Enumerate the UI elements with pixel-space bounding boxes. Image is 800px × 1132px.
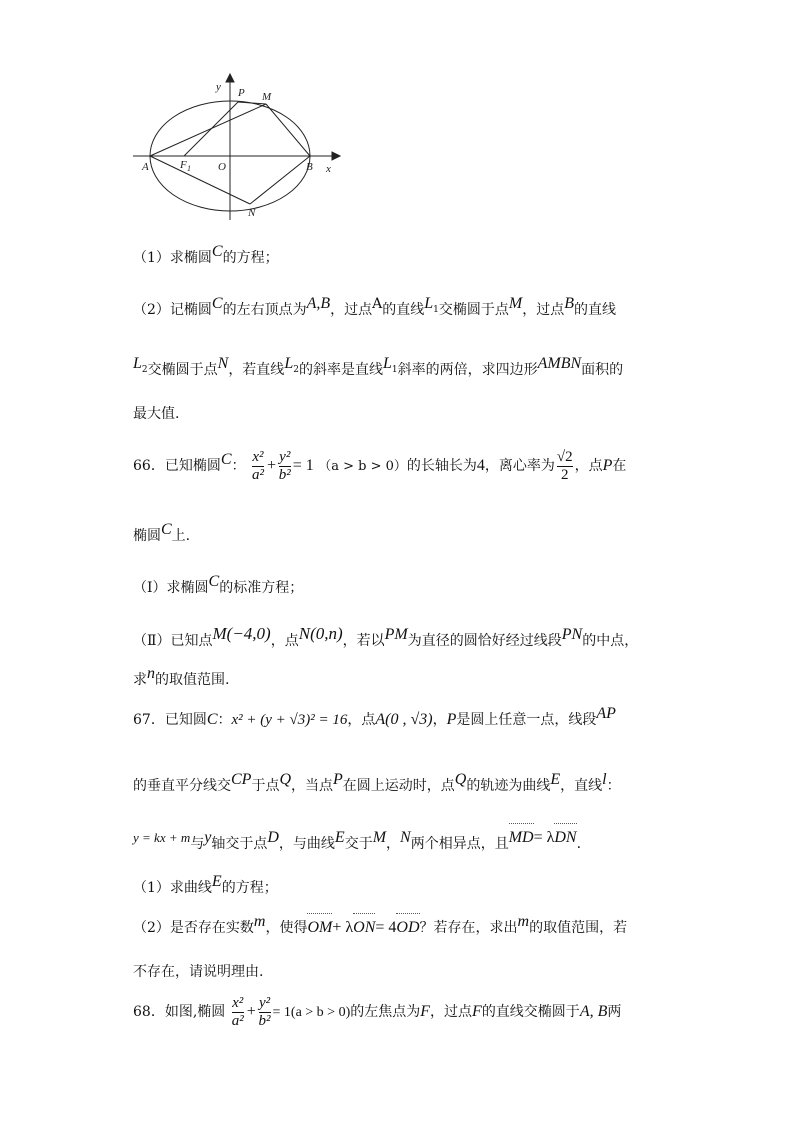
p68-statement-line-1: 68．如图,椭圆 $\frac{\text{x²}}{\text{a²}}$ + $\frac{\text{y²}}{\text{b²}}$ = 1(a > b > 0)的左焦点为F，过点F的直线交椭圆于A, B两 <box>133 994 622 1029</box>
label-f1: F <box>180 159 187 171</box>
frac-y2-b2-68: $\frac{\text{y²}}{\text{b²}}$ <box>258 994 271 1029</box>
ellipse-figure <box>128 70 348 225</box>
p67-statement-line-1: 67．已知圆C：x² + (y + √3)² = 16，点A(0 , √3)，P是圆上任意一点，线段AP <box>133 705 616 728</box>
p66-question-1: （Ⅰ）求椭圆C的标准方程； <box>133 573 304 596</box>
p66-statement-line-2: 椭圆C上. <box>133 521 191 544</box>
p65-question-1: （1）求椭圆C的方程； <box>133 243 279 266</box>
p66-question-2-line-2: 求n的取值范围. <box>133 665 230 688</box>
p67-question-2-line-2: 不存在，请说明理由. <box>133 964 264 980</box>
frac-x2-a2-68: $\frac{\text{x²}}{\text{a²}}$ <box>231 994 244 1029</box>
label-x: x <box>326 163 331 175</box>
frac-sqrt2-2: $\frac{√2}{2}$ <box>556 448 573 483</box>
label-m: M <box>262 91 272 103</box>
p67-question-1: （1）求曲线E的方程； <box>133 873 278 896</box>
p65-question-2-line-2: $L_2$交椭圆于点N，若直线$L_2$的斜率是直线$L_1$斜率的两倍，求四边形AMBN面积的 <box>133 355 624 378</box>
p67-statement-line-2: 的垂直平分线交CP于点Q，当点P在圆上运动时，点Q的轨迹为曲线E，直线l： <box>133 771 621 794</box>
frac-x2-a2: $\frac{\text{x²}}{\text{a²}}$ <box>251 448 264 483</box>
p67-question-2-line-1: （2）是否存在实数m，使得OM+ λON= 4OD？若存在，求出m的取值范围，若 <box>133 913 628 936</box>
label-y: y <box>216 81 221 93</box>
p67-statement-line-3: y = kx + m与y轴交于点D，与曲线E交于M，N两个相异点，且MD= λDN. <box>133 829 582 852</box>
p66-statement-line-1: 66．已知椭圆C： $\frac{\text{x²}}{\text{a²}}$ + $\frac{\text{y²}}{\text{b²}}$ = 1 （a > b > 0）的长轴长为4，离心率为 $\frac{√2}{2}$ ，点P在 <box>133 448 627 483</box>
label-n: N <box>248 207 256 219</box>
p65-question-2-line-1: （2）记椭圆C的左右顶点为A,B，过点A的直线$L_1$交椭圆于点M，过点B的直线 <box>133 295 617 318</box>
label-p: P <box>238 87 245 99</box>
x-axis-arrow <box>332 152 340 160</box>
line-n-b <box>250 156 310 204</box>
y-axis-arrow <box>226 74 234 82</box>
frac-y2-b2: $\frac{\text{y²}}{\text{b²}}$ <box>278 448 291 483</box>
label-o: O <box>218 161 226 173</box>
line-a-n <box>150 156 250 204</box>
label-a: A <box>142 161 149 173</box>
line-a-m <box>150 104 266 156</box>
line-m-b <box>266 104 310 156</box>
label-f1-sub: 1 <box>187 164 191 173</box>
p65-question-2-line-3: 最大值. <box>133 406 180 422</box>
p66-question-2-line-1: （Ⅱ）已知点M(−4,0)，点N(0,n)，若以PM为直径的圆恰好经过线段PN的中点， <box>133 624 639 649</box>
label-b: B <box>306 161 313 173</box>
